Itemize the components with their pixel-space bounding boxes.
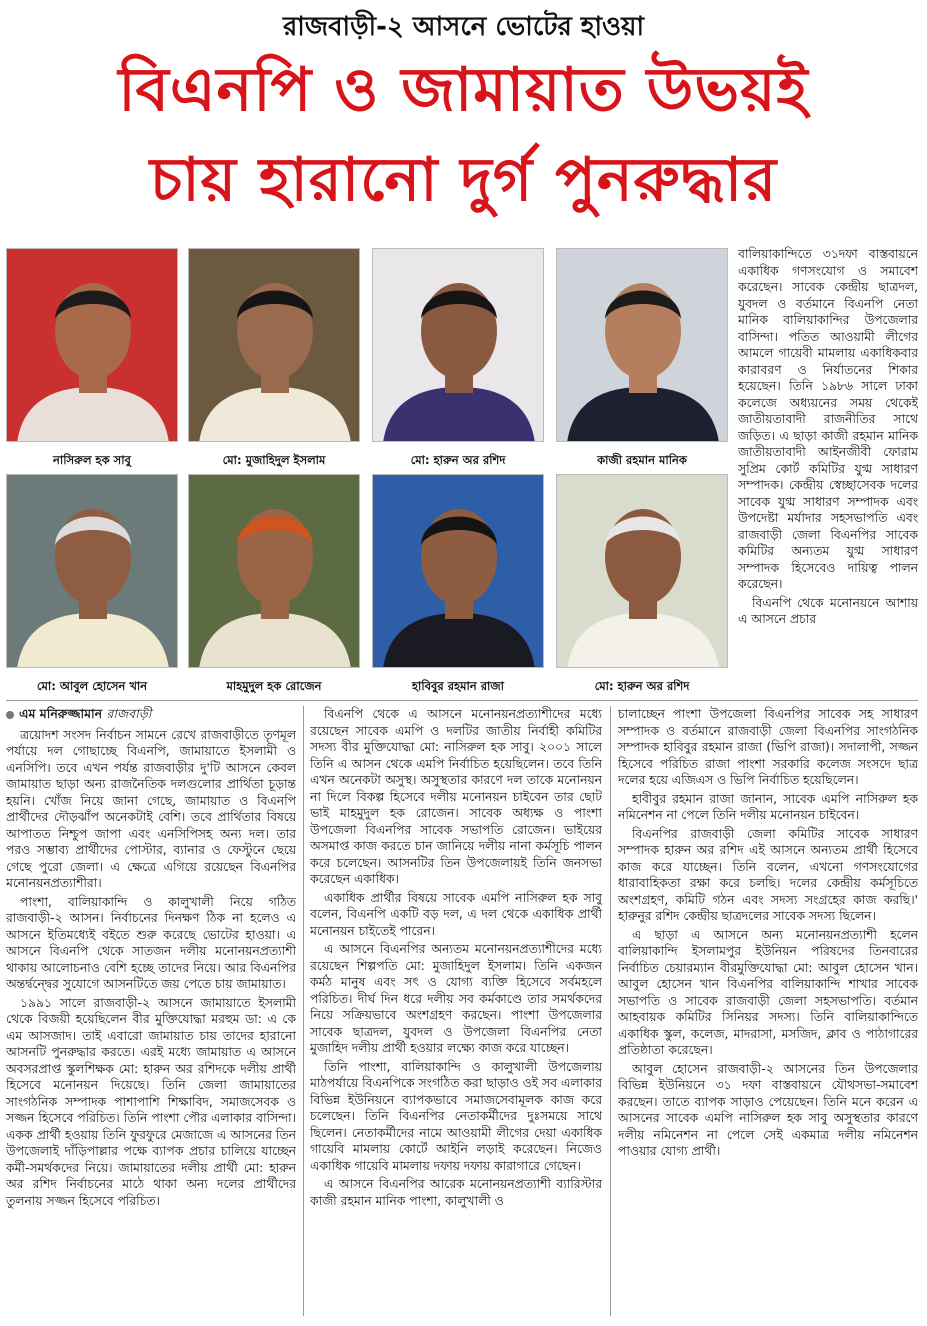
candidate-photo <box>372 474 544 668</box>
paragraph: বিএনপি থেকে মনোনয়নে আশায় এ আসনে প্রচার <box>738 595 918 626</box>
photo-caption: মো: হারুন অর রশিদ <box>594 679 690 693</box>
paragraph: এ আসনে বিএনপির অন্যতম মনোনয়নপ্রত্যাশীদের মধ্যে রয়েছেন শিল্পপতি মো: মুজাহিদুল ইসলাম। তিনি একজন কর্মঠ মানুষ এবং সৎ ও যোগ্য ব্যক্তি হিসেবে সর্বমহলে পরিচিত। দীর্ঘ দিন ধরে দলীয় সব কর্মকাণ্ডে তার সমর্থকদের নিয়ে সক্রিয়ভাবে অংশগ্রহণ করছেন। পাংশা উপজেলার সাবেক ছাত্রদল, যুবদল ও উপজেলা বিএনপির নেতা মুজাহিদ দলীয় প্রার্থী হওয়ার লক্ষ্যে কাজ করে যাচ্ছেন। <box>310 942 602 1055</box>
paragraph: বিএনপি থেকে এ আসনে মনোনয়নপ্রত্যাশীদের মধ্যে রয়েছেন সাবেক এমপি ও দলটির জাতীয় নির্বাহী কমিটির সদস্য বীর মুক্তিযোদ্ধা মো: নাসিরুল হক সাবু। ২০০১ সালে তিনি এ আসন থেকে এমপি নির্বাচিত হয়েছিলেন। তবে তিনি এখন অনেকটা অসুস্থ। অসুস্থতার কারণে দল তাকে মনোনয়ন না দিলে বিকল্প হিসেবে দলীয় মনোনয়ন চাইবেন তার ছোট ভাই মাহমুদুল হক রোজেন। সাবেক অধ্যক্ষ ও পাংশা উপজেলা বিএনপির সাবেক সভাপতি রোজেন। ভাইয়ের অসমাপ্ত কাজ করতে চান জানিয়ে দলীয় নানা কর্মসূচি পালন করে চলেছেন। আসনটির তিন উপজেলায়ই তিনি জনসভা করেছেন একাধিক। <box>310 707 602 886</box>
candidate-photo <box>372 248 544 442</box>
paragraph: পাংশা, বালিয়াকান্দি ও কালুখালী নিয়ে গঠিত রাজবাড়ী-২ আসন। নির্বাচনের দিনক্ষণ ঠিক না হলেও এ আসনে ইতিমধ্যেই বইতে শুরু করেছে ভোটের হাওয়া। এ আসনে বিএনপি থেকে সাতজন দলীয় মনোনয়নপ্রত্যাশী থাকায় আলোচনাও বেশি হচ্ছে তাদের নিয়ে। আর বিএনপির অন্তর্দ্বন্দ্বের সুযোগে আসনটিতে জয় পেতে চায় জামায়াত। <box>6 894 296 991</box>
bullet-icon <box>6 711 14 719</box>
paragraph: ১৯৯১ সালে রাজবাড়ী-২ আসনে জামায়াতে ইসলামী থেকে বিজয়ী হয়েছিলেন বীর মুক্তিযোদ্ধা মরহুম ডা: এ কে এম আসজাদ। তাই এবারো জামায়াত চায় তাদের হারানো আসনটি পুনরুদ্ধার করতে। এরই মধ্যে জামায়াত এ আসনে অবসরপ্রাপ্ত স্কুলশিক্ষক মো: হারুন অর রশিদকে দলীয় প্রার্থী হিসেবে মনোনয়ন দিয়েছে। তিনি জেলা জামায়াতের সাংগঠনিক সম্পাদক পাশাপাশি শিক্ষাবিদ, সমাজসেবক ও সজ্জন হিসেবে পরিচিত। তিনি পাংশা পৌর এলাকার বাসিন্দা। একক প্রার্থী হওয়ায় তিনি ফুরফুরে মেজাজে এ আসনের তিন উপজেলাই দাঁড়িপাল্লার পক্ষে ব্যাপক প্রচার চালিয়ে যাচ্ছেন কর্মী-সমর্থকদের নিয়ে। জামায়াতের দলীয় প্রার্থী মো: হারুন অর রশিদ নির্বাচনের মাঠে থাকা অন্য দলের প্রার্থীদের তুলনায় সজ্জন হিসেবে পরিচিত। <box>6 995 296 1208</box>
candidate-photo <box>556 474 728 668</box>
column-right-top <box>738 246 918 700</box>
paragraph: এ ছাড়া এ আসনে অন্য মনোনয়নপ্রত্যাশী হলেন বালিয়াকান্দি ইসলামপুর ইউনিয়ন পরিষদের তিনবারের নির্বাচিত চেয়ারম্যান বীরমুক্তিযোদ্ধা মো: আবুল হোসেন খান। আবুল হোসেন খান বিএনপির বালিয়াকান্দি শাখার সাবেক সভাপতি ও সাবেক রাজবাড়ী জেলা সহসভাপতি। বর্তমান আহবায়ক কমিটির সিনিয়র সদস্য। তিনি বালিয়াকান্দিতে একাধিক স্কুল, কলেজ, মাদরাসা, মসজিদ, ক্লাব ও পাঠাগারের প্রতিষ্ঠাতা করেছেন। <box>618 927 918 1057</box>
photo-caption: কাজী রহমান মানিক <box>597 453 687 467</box>
article-column-3 <box>618 706 918 1316</box>
photo-caption: মো: মুজাহিদুল ইসলাম <box>222 453 326 467</box>
byline <box>6 706 296 723</box>
paragraph: তিনি পাংশা, বালিয়াকান্দি ও কালুখালী উপজেলায় মাঠপর্যায়ে বিএনপিকে সংগঠিত করা ছাড়াও ওই সব এলাকার বিভিন্ন ইউনিয়নে ব্যাপকভাবে সমাজসেবামূলক কাজ করে চলেছেন। তিনি বিএনপির নেতাকর্মীদের দুঃসময়ে সাথে ছিলেন। নেতাকর্মীদের নামে আওয়ামী লীগের দেয়া একাধিক গায়েবি মামলায় কোর্টে আইনি লড়াই করেছেন। নিজেও একাধিক গায়েবি মামলায় দফায় দফায় কারাগারে গেছেন। <box>310 1059 602 1173</box>
photo-caption: মাহমুদুল হক রোজেন <box>226 679 322 693</box>
portrait-figure <box>557 249 728 442</box>
paragraph: হাবীবুর রহমান রাজা জানান, সাবেক এমপি নাসিরুল হক নমিনেশন না পেলে তিনি দলীয় মনোনয়ন চাইবেন। <box>618 791 918 822</box>
article-column-2 <box>310 706 602 1316</box>
byline-location: রাজবাড়ী <box>106 706 152 721</box>
paragraph: ত্রয়োদশ সংসদ নির্বাচন সামনে রেখে রাজবাড়ীতে তৃণমূল পর্যায়ে দল গোছাচ্ছে বিএনপি, জামায়াতে ইসলামী ও এনসিপি। তবে এখন পর্যন্ত রাজবাড়ীর দু'টি আসনে কেবল জামায়াত ছাড়া অন্য রাজনৈতিক দলগুলোর প্রার্থিতা চূড়ান্ত হয়নি। খোঁজ নিয়ে জানা গেছে, জামায়াত ও বিএনপি প্রার্থীদের দৌড়ঝাঁপ অনেকটাই বেশি। তবে প্রার্থিতার বিষয়ে আপাতত নিশ্চুপ জাপা এবং এনসিপিসহ অন্য দল। তার পরও সম্ভাব্য প্রার্থীদের পোস্টার, ব্যানার ও ফেস্টুনে ছেয়ে গেছে পুরো জেলা। এ ক্ষেত্রে এগিয়ে রয়েছেন বিএনপির মনোনয়নপ্রত্যাশীরা। <box>6 727 296 890</box>
paragraph: আবুল হোসেন রাজবাড়ী-২ আসনের তিন উপজেলার বিভিন্ন ইউনিয়নে ৩১ দফা বাস্তবায়নে যৌথসভা-সমাবেশ করছেন। তাতে ব্যাপক সাড়াও পেয়েছেন। তিনি মনে করেন এ আসনের সাবেক এমপি নাসিরুল হক সাবু অসুস্থতার কারণে দলীয় নমিনেশন না পেলে সেই একমাত্র দলীয় নমিনেশন পাওয়ার যোগ্য প্রার্থী। <box>618 1061 918 1158</box>
portrait-figure <box>7 249 178 442</box>
portrait-figure <box>189 475 360 668</box>
portrait-figure <box>7 475 178 668</box>
column-divider <box>303 706 304 1316</box>
candidate-photo <box>556 248 728 442</box>
paragraph: এ আসনে বিএনপির আরেক মনোনয়নপ্রত্যাশী ব্যারিস্টার কাজী রহমান মানিক পাংশা, কালুখালী ও <box>310 1177 602 1208</box>
article-column-1 <box>6 706 296 1316</box>
paragraph: বালিয়াকান্দিতে ৩১দফা বাস্তবায়নে একাধিক গণসংযোগ ও সমাবেশ করেছেন। সাবেক কেন্দ্রীয় ছাত্রদল, যুবদল ও বর্তমানে বিএনপি নেতা মানিক বালিয়াকান্দির উপজেলার বাসিন্দা। পতিত আওয়ামী লীগের আমলে গায়েবী মামলায় একাধিকবার কারাবরণ ও নির্যাতনের শিকার হয়েছেন। তিনি ১৯৮৬ সালে ঢাকা কলেজে অধ্যয়নের সময় থেকেই জাতীয়তাবাদী রাজনীতির সাথে জড়িত। এ ছাড়া কাজী রহমান মানিক জাতীয়তাবাদী আইনজীবী ফোরাম সুপ্রিম কোর্ট কমিটির যুগ্ম সাধারণ সম্পাদক। কেন্দ্রীয় স্বেচ্ছাসেবক দলের সাবেক যুগ্ম সাধারণ সম্পাদক এবং উপদেষ্টা মর্যাদার সহসভাপতি এবং রাজবাড়ী জেলা বিএনপির সাবেক কমিটির অন্যতম যুগ্ম সাধারণ সম্পাদক হিসেবেও দায়িত্ব পালন করেছেন। <box>738 247 918 591</box>
portrait-figure <box>373 249 544 442</box>
photo-caption: মো: হারুন অর রশিদ <box>410 453 506 467</box>
paragraph: একাধিক প্রার্থীর বিষয়ে সাবেক এমপি নাসিরুল হক সাবু বলেন, বিএনপি একটি বড় দল, এ দল থেকে একাধিক প্রার্থী মনোনয়ন চাইতেই পারেন। <box>310 890 602 938</box>
photo-caption: নাসিরুল হক সাবু <box>53 453 131 467</box>
portrait-figure <box>373 475 544 668</box>
photo-caption: মো: আবুল হোসেন খান <box>36 679 148 693</box>
headline-line-2: চায় হারানো দুর্গ পুনরুদ্ধার <box>149 145 778 215</box>
portrait-figure <box>189 249 360 442</box>
paragraph: বিএনপির রাজবাড়ী জেলা কমিটির সাবেক সাধারণ সম্পাদক হারুন অর রশিদ এই আসনে অন্যতম প্রার্থী হিসেবে কাজ করে যাচ্ছেন। তিনি বলেন, এখনো গণসংযোগের ধারাবাহিকতা রক্ষা করে চলছি। দলের কেন্দ্রীয় কর্মসূচিতে অংশগ্রহণ, কমিটি গঠন এবং সদস্য সংগ্রহের কাজ করছি।' হারুনুর রশিদ কেন্দ্রীয় ছাত্রদলের সাবেক সদস্য ছিলেন। <box>618 826 918 923</box>
candidate-photo <box>6 474 178 668</box>
candidate-photo <box>188 248 360 442</box>
byline-name: এম মনিরুজ্জামান <box>19 706 103 721</box>
kicker: রাজবাড়ী-২ আসনে ভোটের হাওয়া <box>282 12 644 42</box>
portrait-figure <box>557 475 728 668</box>
photo-caption: হাবিবুর রহমান রাজা <box>411 679 505 693</box>
candidate-photo <box>6 248 178 442</box>
candidate-photo <box>188 474 360 668</box>
headline-line-1: বিএনপি ও জামায়াত উভয়ই <box>118 55 809 125</box>
paragraph: চালাচ্ছেন পাংশা উপজেলা বিএনপির সাবেক সহ সাধারণ সম্পাদক ও বর্তমানে রাজবাড়ী জেলা বিএনপির সাংগঠনিক সম্পাদক হাবিবুর রহমান রাজা (ভিপি রাজা)। সদালাপী, সজ্জন হিসেবে পরিচিত রাজা পাংশা সরকারি কলেজ সংসদে ছাত্র দলের হয়ে এজিএস ও ভিপি নির্বাচিত হয়েছিলেন। <box>618 707 918 787</box>
byline-rule <box>6 700 918 701</box>
column-divider <box>610 706 611 1316</box>
